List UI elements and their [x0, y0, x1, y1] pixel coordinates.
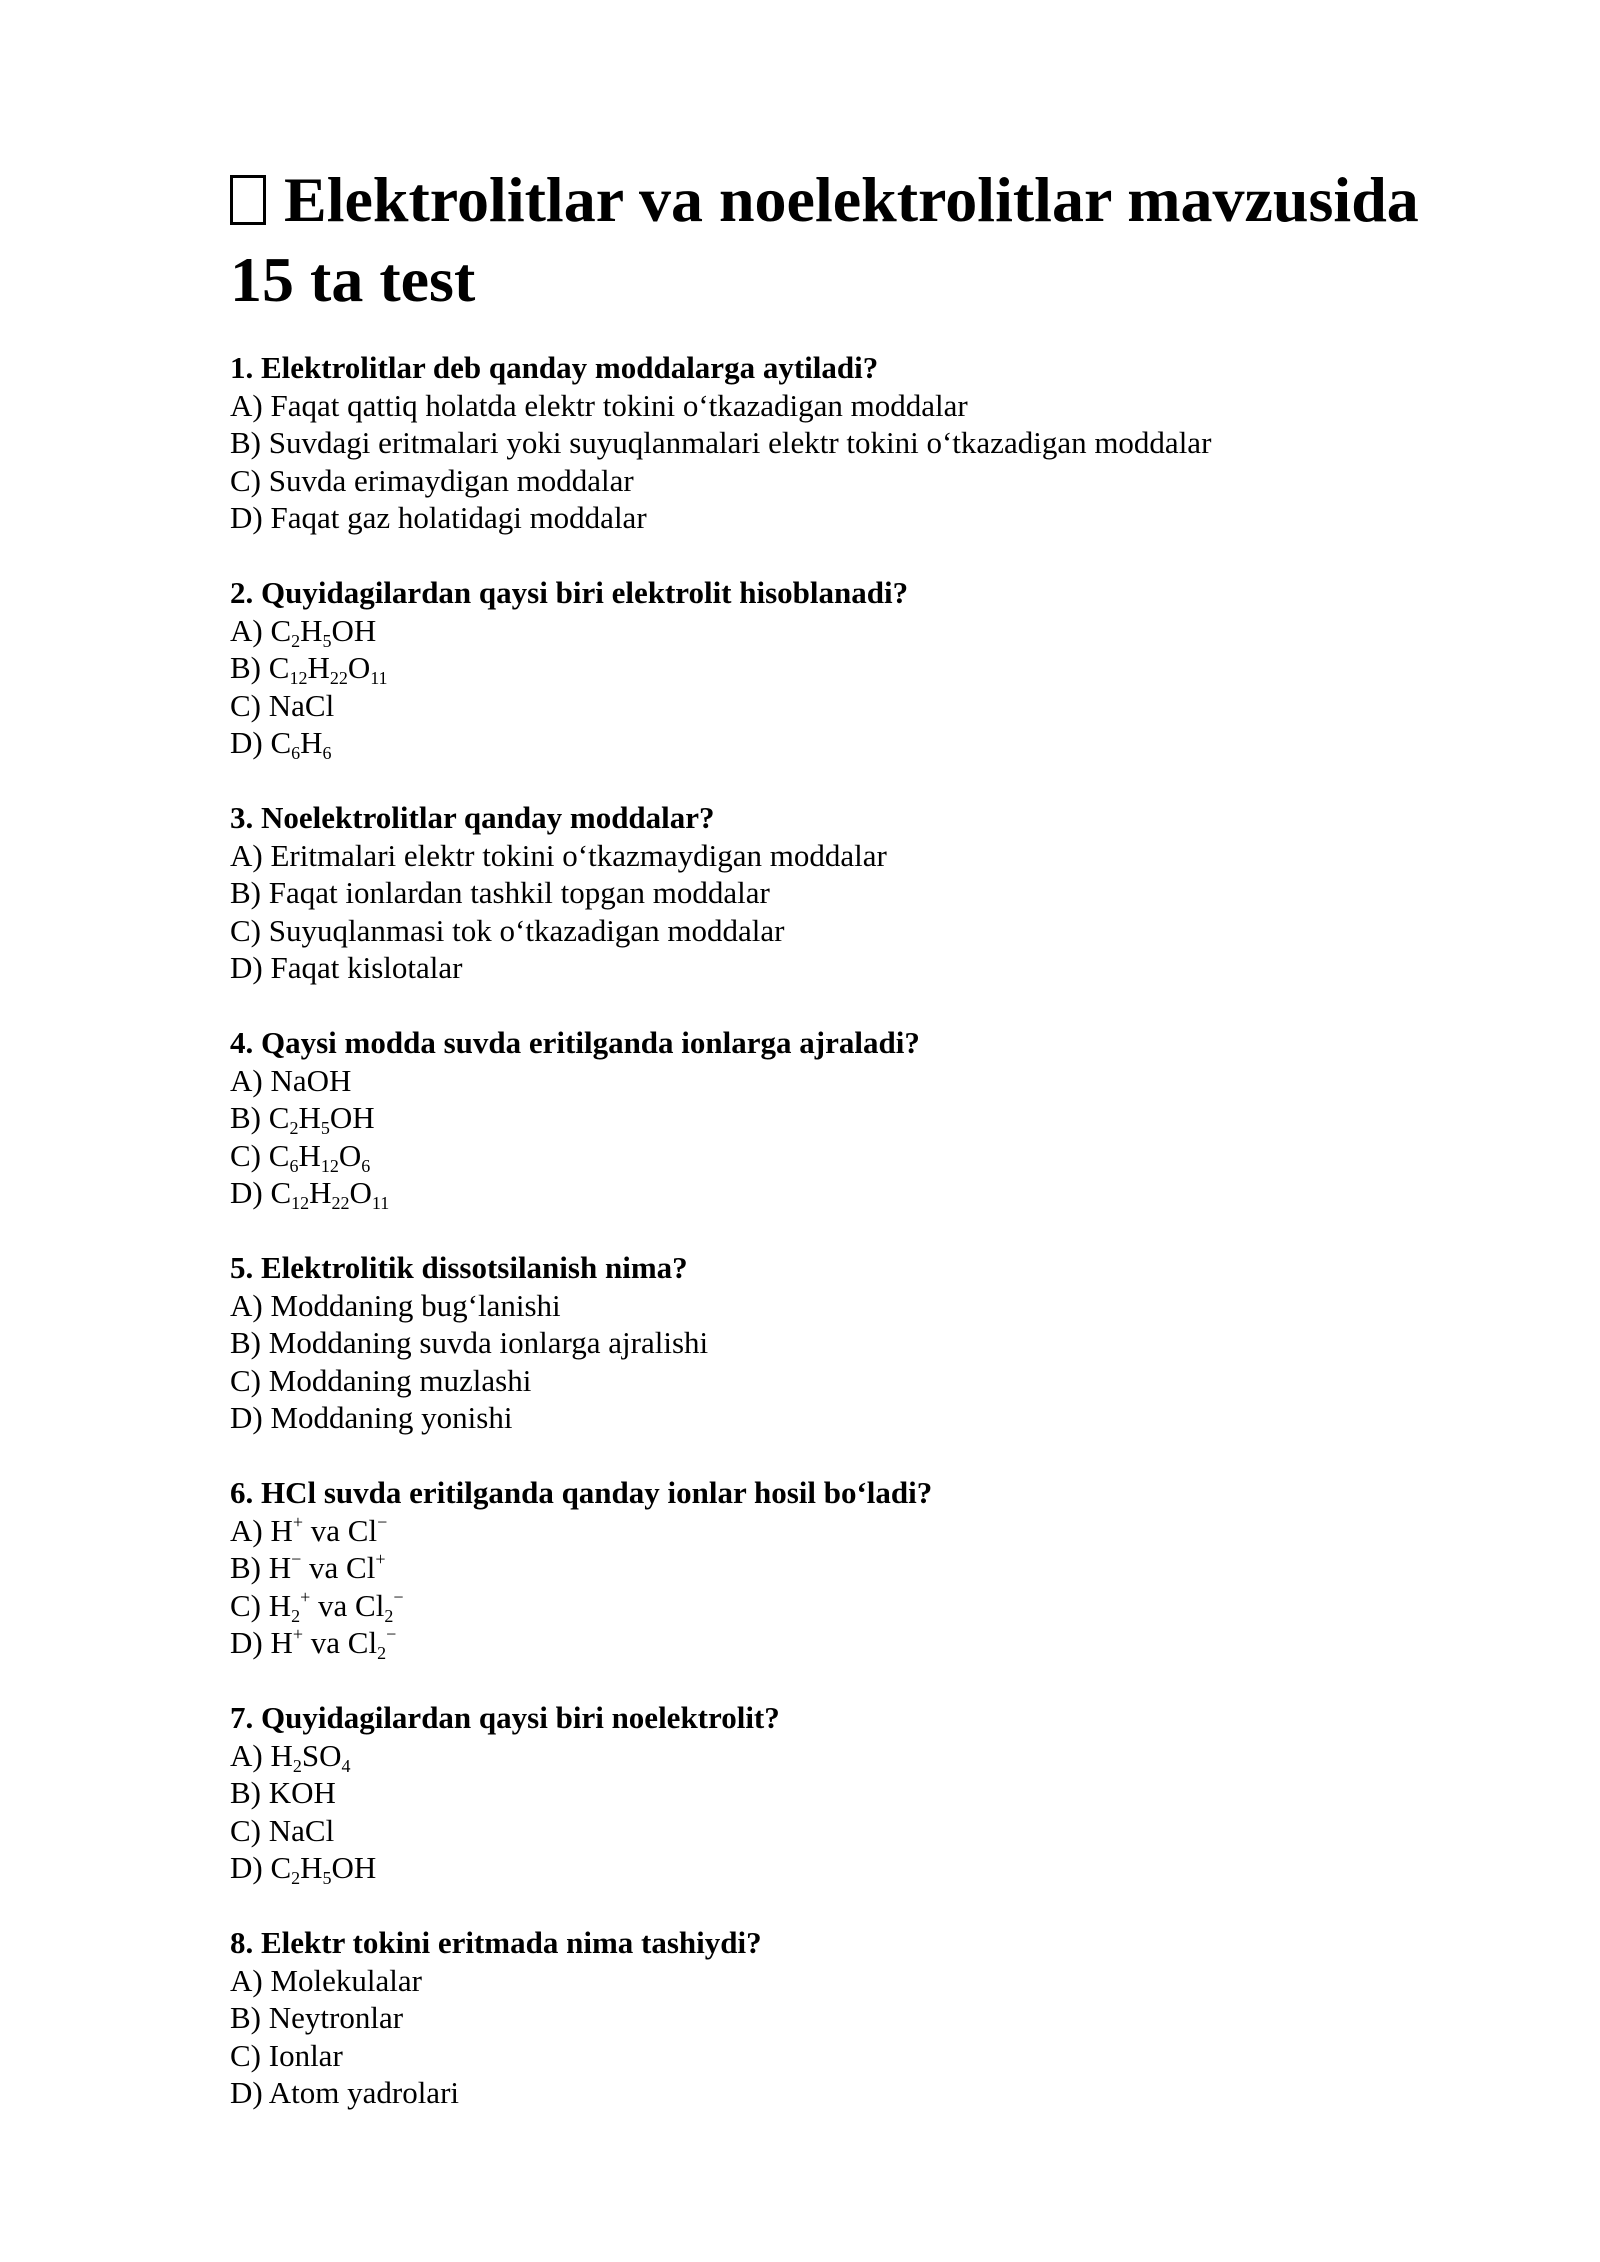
option-text: C) Moddaning muzlashi: [230, 1362, 532, 1398]
option-text: B) Neytronlar: [230, 2000, 404, 2035]
answer-option: [230, 1999, 1480, 2037]
option-text: OH: [329, 1100, 375, 1135]
answer-option: [230, 1587, 1480, 1625]
subscript: 22: [329, 668, 348, 688]
question-block: [230, 799, 1480, 987]
option-text: va Cl: [310, 1587, 385, 1623]
option-text: H: [300, 612, 323, 648]
subscript: 2: [384, 1605, 394, 1626]
subscript: 12: [291, 1193, 310, 1213]
option-text: C) H: [230, 1587, 292, 1623]
answer-option: [230, 1099, 1480, 1137]
subscript: 5: [320, 1118, 330, 1138]
option-text: SO: [301, 1737, 342, 1773]
question-text: 7. Quyidagilardan qaysi biri noelektrolit?: [230, 1700, 780, 1735]
option-text: C) NaCl: [230, 1812, 335, 1848]
question-block: [230, 1474, 1480, 1662]
answer-option: [230, 1287, 1480, 1325]
answer-option: [230, 1174, 1480, 1212]
subscript: 6: [291, 743, 301, 763]
option-text: D) Atom yadrolari: [230, 2075, 460, 2110]
answer-option: [230, 1549, 1480, 1587]
subscript: 6: [322, 743, 332, 763]
subscript: 2: [291, 630, 301, 651]
option-text: B) C: [230, 1100, 290, 1135]
subscript: 12: [289, 668, 308, 688]
answer-option: [230, 612, 1480, 650]
option-text: D) Faqat gaz holatidagi moddalar: [230, 500, 647, 535]
answer-option: [230, 837, 1480, 875]
answer-option: [230, 462, 1480, 500]
option-text: H: [309, 1175, 332, 1210]
option-text: va Cl: [303, 1625, 378, 1660]
option-text: D) Faqat kislotalar: [230, 950, 463, 985]
option-text: A) Moddaning bug‘lanishi: [230, 1287, 561, 1323]
answer-option: [230, 724, 1480, 762]
answer-option: [230, 1624, 1480, 1662]
questions-list: [230, 349, 1480, 2149]
answer-option: [230, 1737, 1480, 1775]
superscript: −: [393, 1586, 404, 1607]
subscript: 12: [320, 1155, 339, 1176]
question-block: [230, 574, 1480, 762]
option-text: B) Moddaning suvda ionlarga ajralishi: [230, 1325, 709, 1360]
answer-option: [230, 1962, 1480, 2000]
subscript: 5: [322, 1868, 332, 1888]
answer-option: [230, 1362, 1480, 1400]
question-block: [230, 349, 1480, 537]
question-text: 3. Noelektrolitlar qanday moddalar?: [230, 800, 715, 835]
answer-option: [230, 687, 1480, 725]
option-text: D) Moddaning yonishi: [230, 1400, 513, 1435]
option-text: A) H: [230, 1737, 293, 1773]
option-text: D) C: [230, 1175, 292, 1210]
answer-option: [230, 2074, 1480, 2112]
answer-option: [230, 1849, 1480, 1887]
answer-option: [230, 424, 1480, 462]
subscript: 6: [289, 1155, 299, 1176]
subscript: 2: [291, 1868, 301, 1888]
question-text: 8. Elektr tokini eritmada nima tashiydi?: [230, 1925, 762, 1960]
option-text: A) Faqat qattiq holatda elektr tokini o‘tkazadigan moddalar: [230, 387, 968, 423]
subscript: 2: [377, 1643, 387, 1663]
option-text: H: [298, 1137, 321, 1173]
option-text: H: [300, 1850, 323, 1885]
subscript: 5: [322, 630, 332, 651]
question-text: 5. Elektrolitik dissotsilanish nima?: [230, 1250, 688, 1285]
answer-option: [230, 1137, 1480, 1175]
superscript: +: [292, 1624, 304, 1644]
question-text: 6. HCl suvda eritilganda qanday ionlar hosil bo‘ladi?: [230, 1475, 933, 1510]
option-text: C) Ionlar: [230, 2037, 343, 2073]
option-text: C) NaCl: [230, 687, 335, 723]
superscript: +: [300, 1586, 311, 1607]
answer-option: [230, 1324, 1480, 1362]
superscript: −: [377, 1511, 388, 1532]
option-text: H: [298, 1100, 321, 1135]
page-title-text: Elektrolitlar va noelektrolitlar mavzusida 15 ta test: [230, 164, 1419, 315]
option-text: A) NaOH: [230, 1062, 352, 1098]
option-text: H: [300, 725, 323, 760]
option-text: C) Suyuqlanmasi tok o‘tkazadigan moddalar: [230, 912, 785, 948]
superscript: +: [375, 1549, 386, 1569]
option-text: B) C: [230, 650, 290, 685]
option-text: O: [347, 650, 371, 685]
option-text: D) C: [230, 1850, 292, 1885]
answer-option: [230, 499, 1480, 537]
question-block: [230, 1249, 1480, 1437]
option-text: B) Faqat ionlardan tashkil topgan moddalar: [230, 875, 770, 910]
answer-option: [230, 1774, 1480, 1812]
subscript: 2: [289, 1118, 299, 1138]
answer-option: [230, 649, 1480, 687]
answer-option: [230, 874, 1480, 912]
question-block: [230, 1699, 1480, 1887]
option-text: C) C: [230, 1137, 290, 1173]
question-block: [230, 1024, 1480, 1212]
answer-option: [230, 1812, 1480, 1850]
answer-option: [230, 949, 1480, 987]
answer-option: [230, 387, 1480, 425]
answer-option: [230, 1062, 1480, 1100]
answer-option: [230, 912, 1480, 950]
option-text: D) C: [230, 725, 292, 760]
subscript: 11: [371, 1193, 390, 1213]
question-text: 4. Qaysi modda suvda eritilganda ionlarga ajraladi?: [230, 1025, 920, 1060]
superscript: −: [386, 1624, 397, 1644]
option-text: C) Suvda erimaydigan moddalar: [230, 462, 634, 498]
subscript: 4: [341, 1755, 351, 1776]
superscript: −: [291, 1549, 302, 1569]
superscript: +: [292, 1511, 304, 1532]
option-text: va Cl: [301, 1550, 376, 1585]
option-text: va Cl: [303, 1512, 378, 1548]
option-text: B) Suvdagi eritmalari yoki suyuqlanmalari elektr tokini o‘tkazadigan moddalar: [230, 425, 1212, 460]
page-title: [230, 160, 1480, 320]
question-block: [230, 1924, 1480, 2112]
option-text: O: [349, 1175, 372, 1210]
option-text: A) H: [230, 1512, 293, 1548]
answer-option: [230, 1399, 1480, 1437]
subscript: 11: [370, 668, 388, 688]
option-text: B) KOH: [230, 1775, 336, 1810]
option-text: A) Molekulalar: [230, 1962, 422, 1998]
subscript: 2: [292, 1755, 302, 1776]
option-text: H: [307, 650, 330, 685]
subscript: 2: [291, 1605, 301, 1626]
option-text: OH: [331, 612, 377, 648]
option-text: D) H: [230, 1625, 293, 1660]
option-text: B) H: [230, 1550, 292, 1585]
question-text: 2. Quyidagilardan qaysi biri elektrolit hisoblanadi?: [230, 575, 909, 610]
subscript: 6: [361, 1155, 371, 1176]
option-text: A) Eritmalari elektr tokini o‘tkazmaydigan moddalar: [230, 837, 887, 873]
answer-option: [230, 1512, 1480, 1550]
subscript: 22: [331, 1193, 350, 1213]
answer-option: [230, 2037, 1480, 2075]
option-text: OH: [331, 1850, 377, 1885]
question-text: 1. Elektrolitlar deb qanday moddalarga aytiladi?: [230, 350, 879, 385]
option-text: A) C: [230, 612, 292, 648]
missing-glyph-icon: [230, 175, 266, 225]
option-text: O: [338, 1137, 362, 1173]
